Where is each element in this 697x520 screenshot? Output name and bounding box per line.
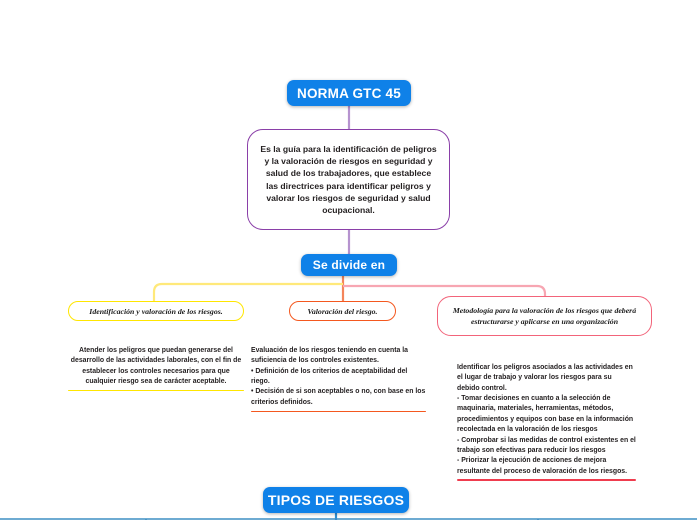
branch-body-line: Evaluación de los riesgos teniendo en cuenta la suficiencia de los controles existentes. — [251, 347, 408, 365]
branch-underline-identificacion — [68, 390, 244, 392]
branch-body-line: - Tomar decisiones en cuanto a la selección de maquinaria, materiales, herramientas, métodos, procedimientos y equipos con base en la información recolectada en la valoración de los riesgos — [457, 395, 634, 434]
root-node-norma-gtc-45[interactable]: NORMA GTC 45 — [287, 80, 411, 106]
connector-divider-to-metodologia — [343, 286, 545, 296]
branch-body-valoracion — [251, 346, 426, 412]
branch-body-identificacion — [68, 346, 244, 391]
divider-node-se-divide-en[interactable]: Se divide en — [301, 254, 397, 276]
connector-divider-to-identificacion — [154, 284, 343, 301]
branch-heading-identificacion[interactable]: Identificación y valoración de los riesgos. — [68, 301, 244, 321]
branch-body-line: • Decisión de si son aceptables o no, con base en los criterios definidos. — [251, 388, 426, 406]
branch-heading-valoracion[interactable]: Valoración del riesgo. — [289, 301, 396, 321]
branch-body-line: - Comprobar si las medidas de control existentes en el trabajo son efectivas para reducir los riesgos — [457, 436, 636, 454]
branch-heading-metodologia[interactable]: Metodología para la valoración de los riesgos que deberá estructurarse y aplicarse en una organización — [437, 296, 652, 336]
footer-node-tipos-de-riesgos[interactable]: TIPOS DE RIESGOS — [263, 487, 409, 513]
root-description-text: Es la guía para la identificación de peligros y la valoración de riesgos en seguridad y salud de los trabajadores, que establece las directrices para identificar peligros y valorar los riesgos de seguridad y salud ocupacional. — [260, 143, 437, 215]
branch-underline-metodologia — [457, 479, 636, 481]
root-description-card[interactable] — [247, 129, 450, 230]
branch-underline-valoracion — [251, 411, 426, 413]
branch-body-line: • Definición de los criterios de aceptabilidad del riego. — [251, 367, 408, 386]
branch-body-line: - Priorizar la ejecución de acciones de mejora resultante del proceso de valoración de los riesgos. — [457, 457, 628, 475]
branch-body-line: Atender los peligros que puedan generarse del desarrollo de las actividades laborales, con el fin de establecer los controles necesarios para que cualquier riesgo sea de carácter aceptable. — [70, 347, 242, 386]
branch-body-metodologia — [457, 363, 636, 481]
branch-body-line: Identificar los peligros asociados a las actividades en el lugar de trabajo y valorar los riesgos para su debido control. — [457, 364, 633, 392]
